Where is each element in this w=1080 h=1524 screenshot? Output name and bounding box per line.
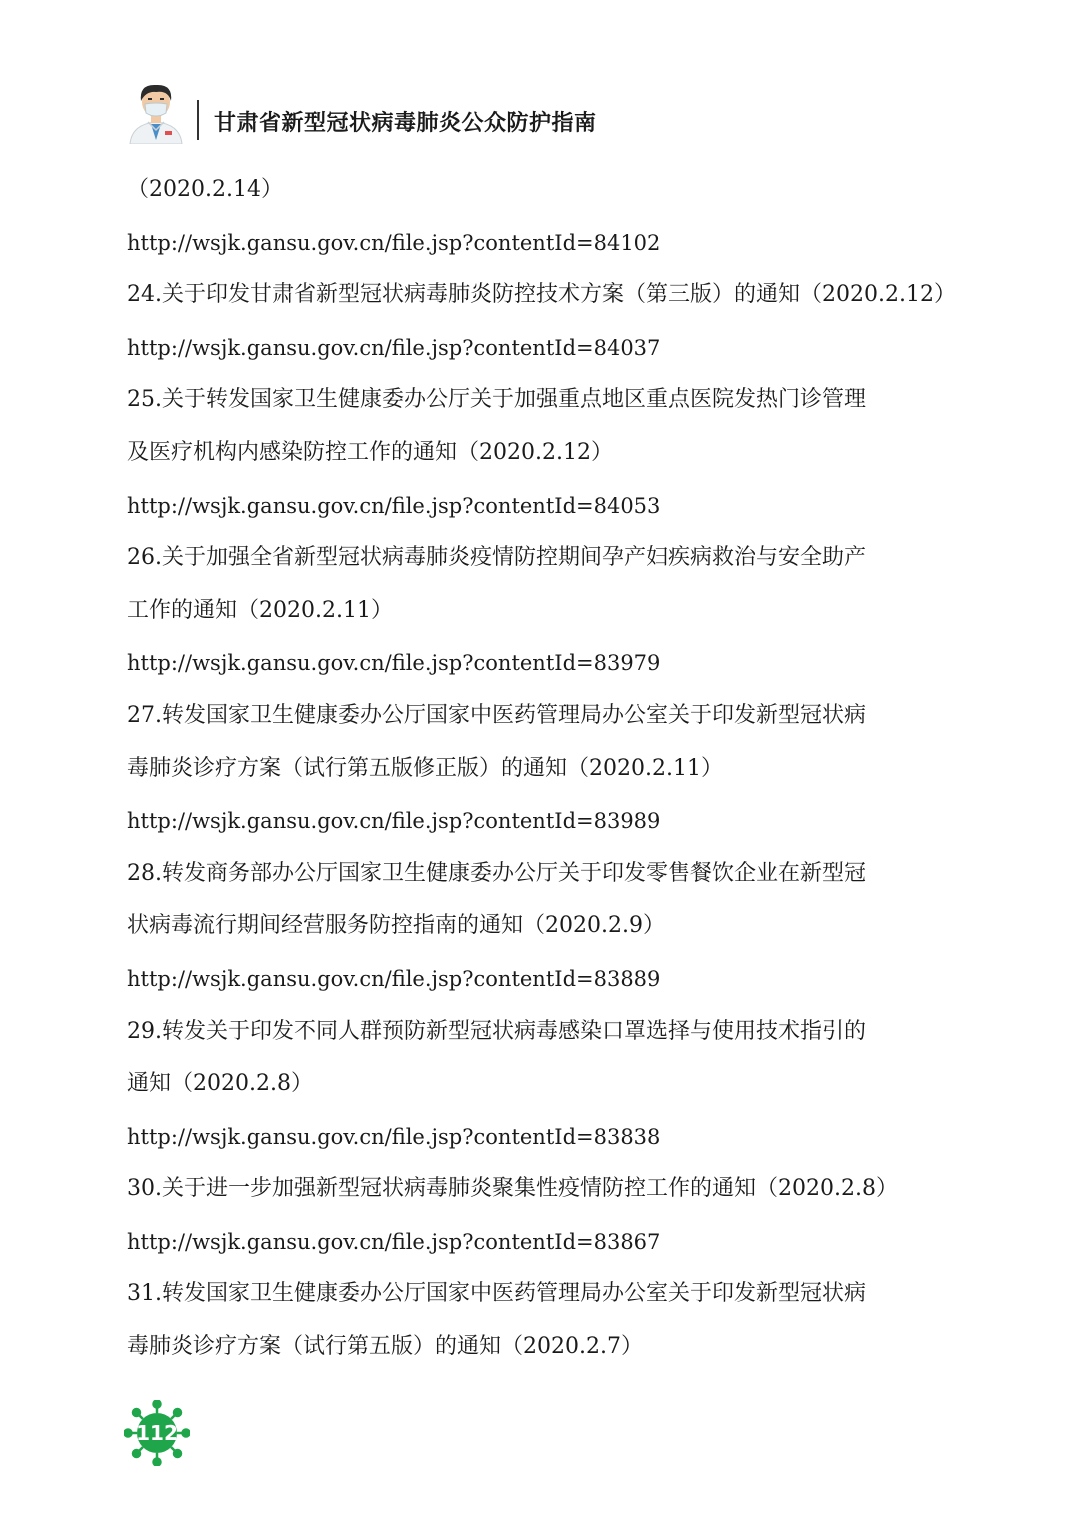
reference-text: 24.关于印发甘肃省新型冠状病毒肺炎防控技术方案（第三版）的通知（2020.2.12） (127, 282, 956, 308)
reference-text: （2020.2.14） (127, 177, 283, 202)
reference-text: 30.关于进一步加强新型冠状病毒肺炎聚集性疫情防控工作的通知（2020.2.8） (127, 1176, 898, 1202)
header-title: 甘肃省新型冠状病毒肺炎公众防护指南 (214, 111, 597, 136)
reference-text: 及医疗机构内感染防控工作的通知（2020.2.12） (127, 439, 613, 465)
reference-text: 工作的通知（2020.2.11） (127, 597, 393, 623)
reference-text: 27.转发国家卫生健康委办公厅国家中医药管理局办公室关于印发新型冠状病 (127, 702, 866, 728)
reference-text: 通知（2020.2.8） (127, 1071, 313, 1097)
reference-url: http://wsjk.gansu.gov.cn/file.jsp?contentId=84037 (127, 335, 661, 360)
page-number-badge (124, 1400, 190, 1466)
reference-text: 29.转发关于印发不同人群预防新型冠状病毒感染口罩选择与使用技术指引的 (127, 1018, 866, 1044)
reference-url: http://wsjk.gansu.gov.cn/file.jsp?contentId=84053 (127, 493, 661, 518)
reference-url: http://wsjk.gansu.gov.cn/file.jsp?contentId=83889 (127, 966, 661, 991)
reference-url: http://wsjk.gansu.gov.cn/file.jsp?contentId=84102 (127, 230, 661, 255)
reference-url: http://wsjk.gansu.gov.cn/file.jsp?contentId=83867 (127, 1229, 661, 1254)
reference-text: 31.转发国家卫生健康委办公厅国家中医药管理局办公室关于印发新型冠状病 (127, 1281, 866, 1307)
header-divider (197, 100, 199, 140)
reference-list (127, 164, 959, 1374)
reference-url: http://wsjk.gansu.gov.cn/file.jsp?contentId=83838 (127, 1124, 661, 1149)
reference-text: 26.关于加强全省新型冠状病毒肺炎疫情防控期间孕产妇疾病救治与安全助产 (127, 545, 866, 571)
reference-url: http://wsjk.gansu.gov.cn/file.jsp?contentId=83979 (127, 651, 661, 676)
reference-text: 28.转发商务部办公厅国家卫生健康委办公厅关于印发零售餐饮企业在新型冠 (127, 860, 866, 886)
reference-text: 毒肺炎诊疗方案（试行第五版）的通知（2020.2.7） (127, 1334, 643, 1360)
page-number: 112 (136, 1421, 178, 1445)
reference-text: 25.关于转发国家卫生健康委办公厅关于加强重点地区重点医院发热门诊管理 (127, 387, 866, 413)
page-header (124, 80, 824, 146)
reference-text: 毒肺炎诊疗方案（试行第五版修正版）的通知（2020.2.11） (127, 755, 723, 781)
reference-url: http://wsjk.gansu.gov.cn/file.jsp?contentId=83989 (127, 809, 661, 834)
doctor-avatar-icon (124, 80, 188, 144)
reference-text: 状病毒流行期间经营服务防控指南的通知（2020.2.9） (127, 913, 665, 939)
